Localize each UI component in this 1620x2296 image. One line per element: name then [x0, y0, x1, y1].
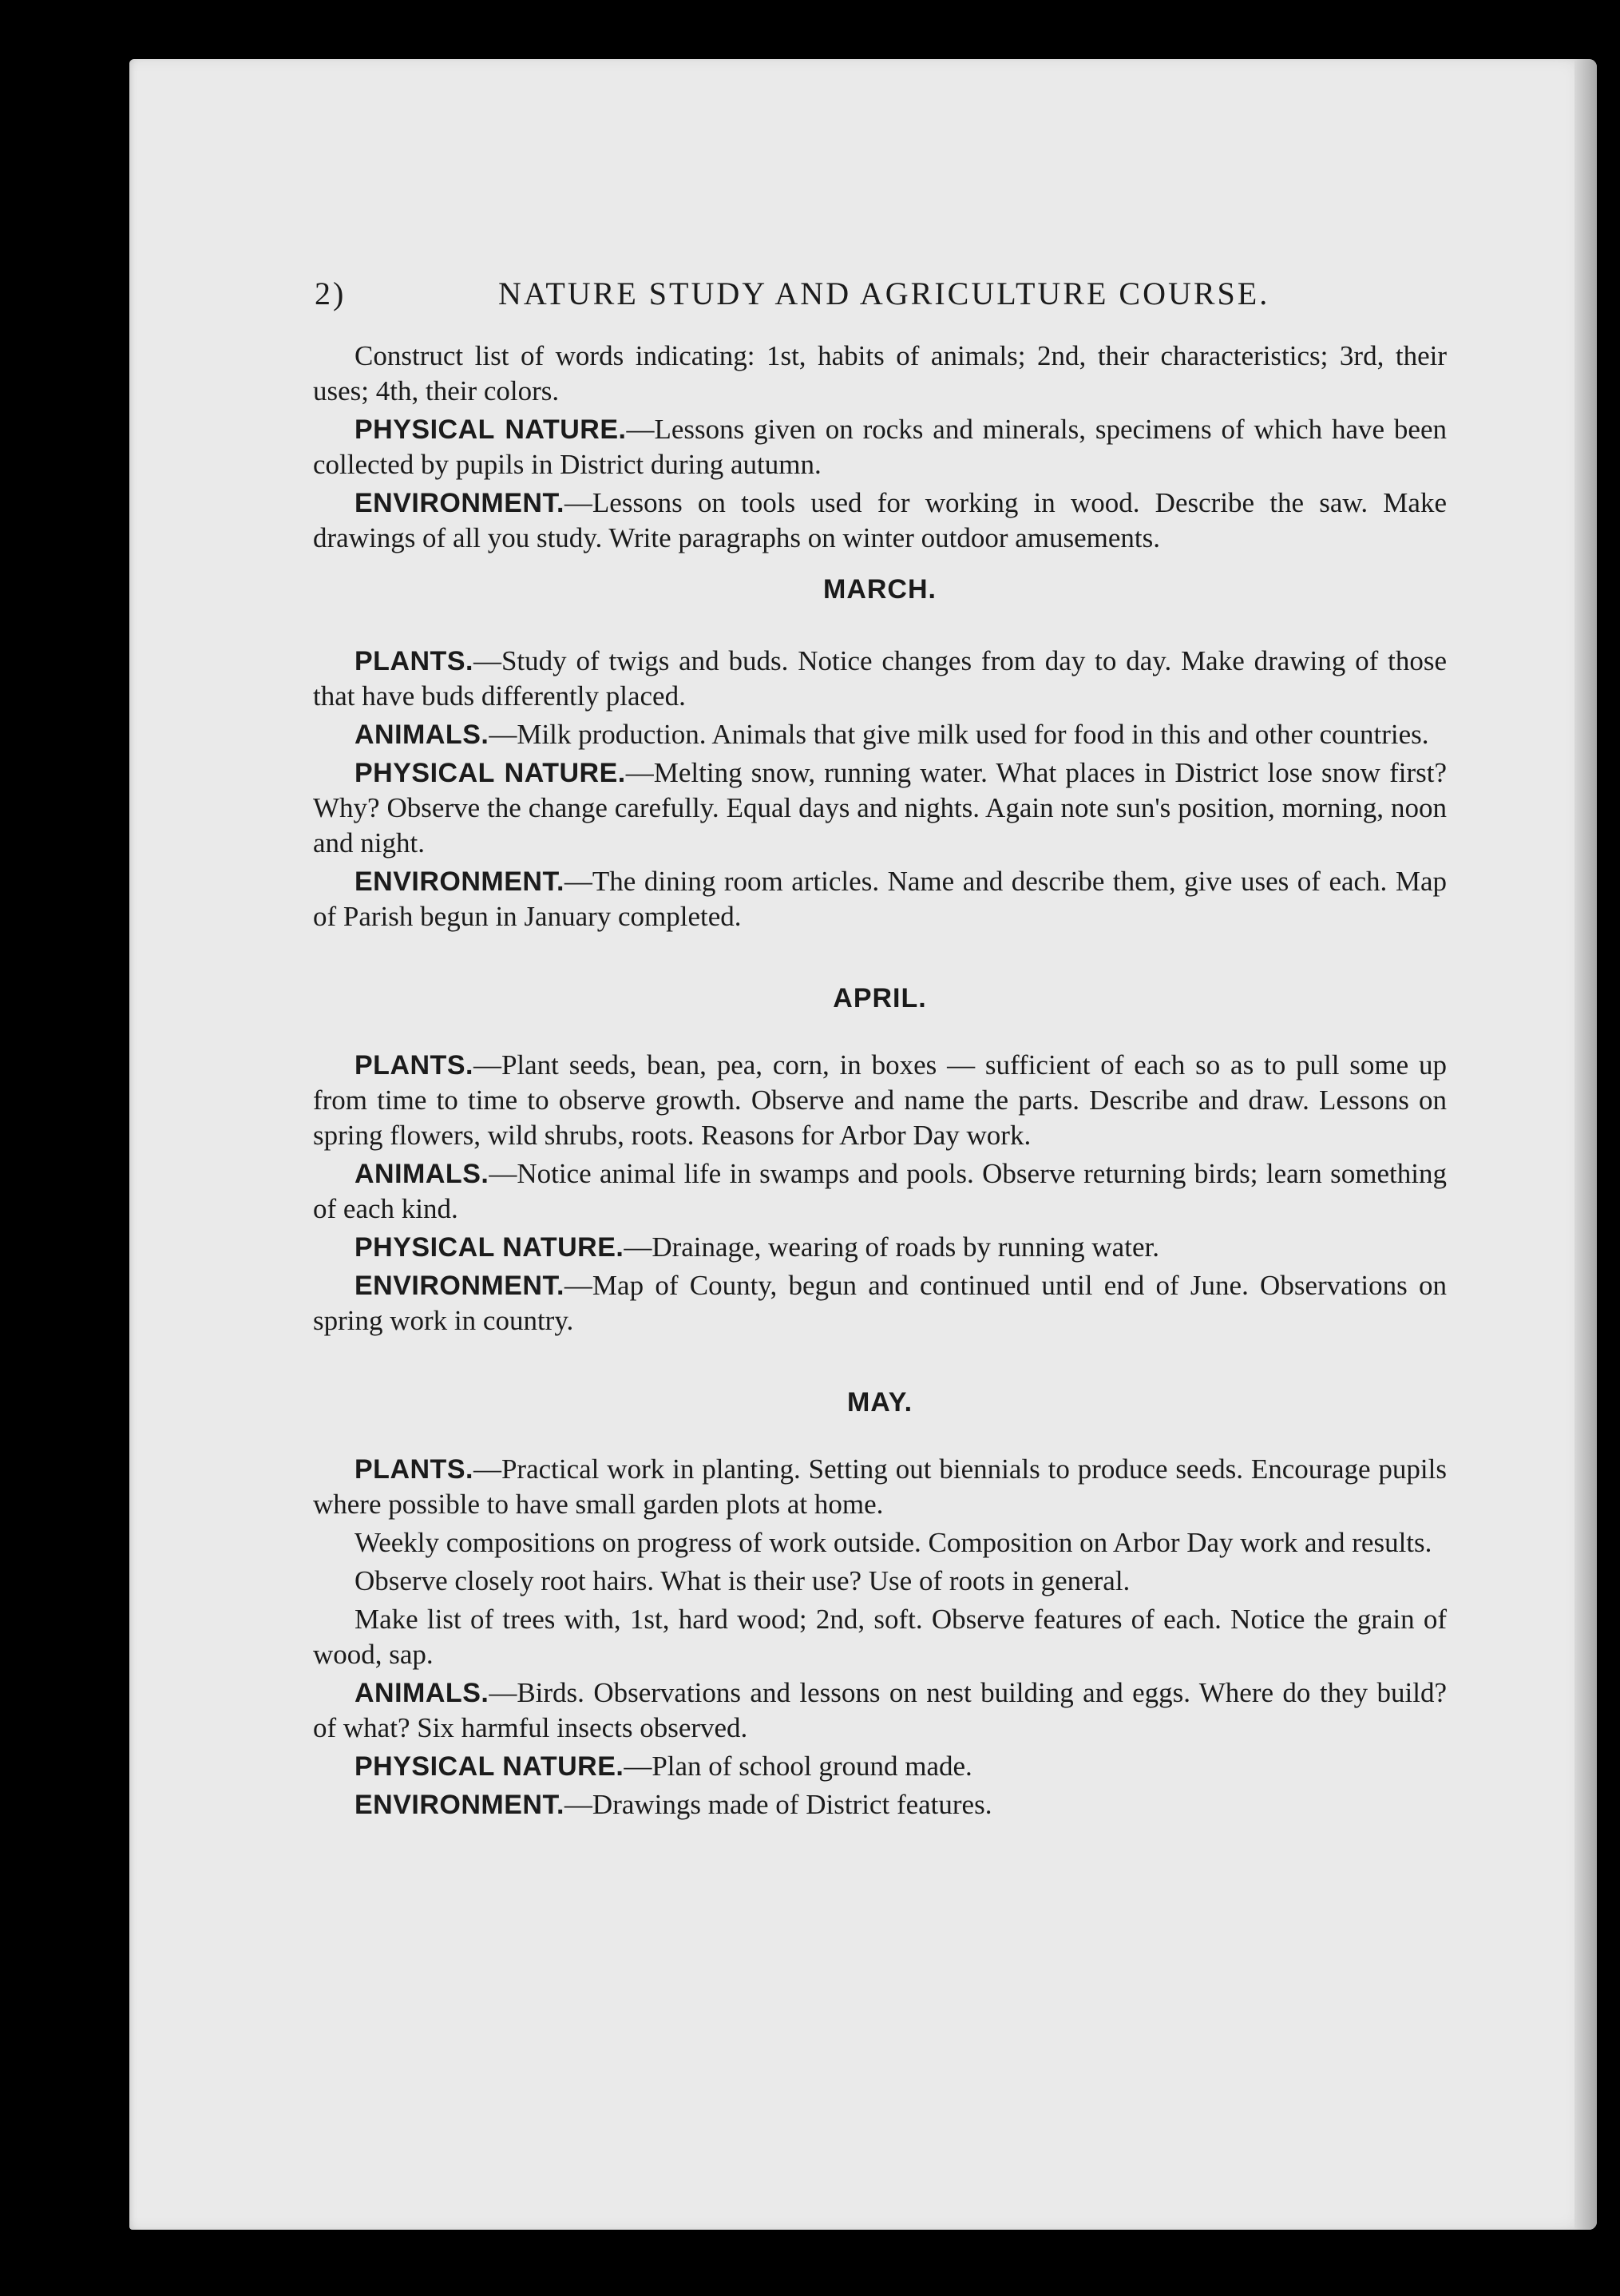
heading-march: MARCH.: [823, 574, 937, 605]
page-number: 2): [315, 276, 347, 311]
topic-label: ANIMALS.: [354, 720, 489, 750]
page-body: [313, 339, 1447, 1826]
april-physical-nature: [313, 1230, 1447, 1265]
paragraph-text: —Study of twigs and buds. Notice changes from day to day. Make drawing of those that have buds differently placed.: [313, 645, 1447, 712]
may-trees-list: [313, 1602, 1447, 1672]
topic-label: PLANTS.: [354, 1454, 473, 1485]
paragraph-text: —Drainage, wearing of roads by running water.: [624, 1231, 1159, 1263]
paragraph-text: Construct list of words indicating: 1st, habits of animals; 2nd, their characteristics; 3rd, their uses; 4th, their colors.: [313, 340, 1447, 406]
document-page: [129, 59, 1597, 2230]
paragraph-construct-list: [313, 339, 1447, 409]
page-binding-edge: [1574, 59, 1597, 2230]
april-animals: [313, 1156, 1447, 1227]
paragraph-text: —Plant seeds, bean, pea, corn, in boxes — sufficient of each so as to pull some up from time to time to observe growth. Observe and name the parts. Describe and draw. Lessons on spring flowers, wild shrubs, roots. Reasons for Arbor Day work.: [313, 1049, 1447, 1151]
paragraph-text: —Drawings made of District features.: [564, 1789, 992, 1820]
paragraph-text: —Milk production. Animals that give milk used for food in this and other countries.: [489, 719, 1429, 750]
paragraph-text: —Birds. Observations and lessons on nest building and eggs. Where do they build? of what? Six harmful insects observed.: [313, 1677, 1447, 1743]
may-root-hairs: [313, 1564, 1447, 1599]
paragraph-text: Weekly compositions on progress of work outside. Composition on Arbor Day work and results.: [354, 1527, 1432, 1558]
may-animals: [313, 1675, 1447, 1746]
page-header: [315, 275, 1384, 323]
topic-label: PLANTS.: [354, 646, 473, 676]
paragraph-physical-nature: [313, 412, 1447, 482]
topic-label: PHYSICAL NATURE.: [354, 414, 627, 445]
paragraph-text: —Melting snow, running water. What places in District lose snow first? Why? Observe the change carefully. Equal days and nights. Again note sun's position, morning, noon and night.: [313, 757, 1448, 859]
march-animals: [313, 717, 1447, 752]
topic-label: PHYSICAL NATURE.: [354, 1232, 624, 1263]
paragraph-text: —Notice animal life in swamps and pools. Observe returning birds; learn something of each kind.: [313, 1158, 1447, 1224]
april-plants: [313, 1048, 1447, 1153]
heading-may: MAY.: [846, 1387, 913, 1418]
paragraph-text: —Lessons given on rocks and minerals, specimens of which have been collected by pupils in District during autumn.: [313, 414, 1447, 480]
may-physical-nature: [313, 1749, 1447, 1784]
paragraph-text: —The dining room articles. Name and describe them, give uses of each. Map of Parish begun in January completed.: [313, 866, 1447, 932]
topic-label: PHYSICAL NATURE.: [354, 758, 626, 788]
paragraph-text: —Lessons on tools used for working in wood. Describe the saw. Make drawings of all you study. Write paragraphs on winter outdoor amusements.: [313, 487, 1447, 553]
running-title: NATURE STUDY AND AGRICULTURE COURSE.: [498, 276, 1270, 311]
heading-april: APRIL.: [833, 983, 927, 1013]
may-weekly-compositions: [313, 1525, 1447, 1560]
march-physical-nature: [313, 755, 1447, 861]
topic-label: ENVIRONMENT.: [354, 1271, 564, 1301]
topic-label: ANIMALS.: [354, 1159, 489, 1189]
topic-label: ENVIRONMENT.: [354, 866, 564, 897]
topic-label: PLANTS.: [354, 1050, 473, 1081]
paragraph-text: —Practical work in planting. Setting out biennials to produce seeds. Encourage pupils where possible to have small garden plots at home.: [313, 1453, 1447, 1520]
paragraph-text: —Map of County, begun and continued until end of June. Observations on spring work in country.: [313, 1270, 1447, 1336]
may-environment: [313, 1787, 1447, 1822]
paragraph-environment: [313, 486, 1447, 556]
paragraph-text: Make list of trees with, 1st, hard wood; 2nd, soft. Observe features of each. Notice the grain of wood, sap.: [313, 1604, 1447, 1670]
topic-label: ENVIRONMENT.: [354, 488, 564, 518]
paragraph-text: —Plan of school ground made.: [624, 1751, 972, 1782]
paragraph-text: Observe closely root hairs. What is their use? Use of roots in general.: [354, 1565, 1131, 1596]
topic-label: ENVIRONMENT.: [354, 1790, 564, 1820]
march-plants: [313, 644, 1447, 714]
may-plants: [313, 1452, 1447, 1522]
april-environment: [313, 1268, 1447, 1338]
march-environment: [313, 864, 1447, 934]
topic-label: PHYSICAL NATURE.: [354, 1751, 624, 1782]
topic-label: ANIMALS.: [354, 1678, 489, 1708]
